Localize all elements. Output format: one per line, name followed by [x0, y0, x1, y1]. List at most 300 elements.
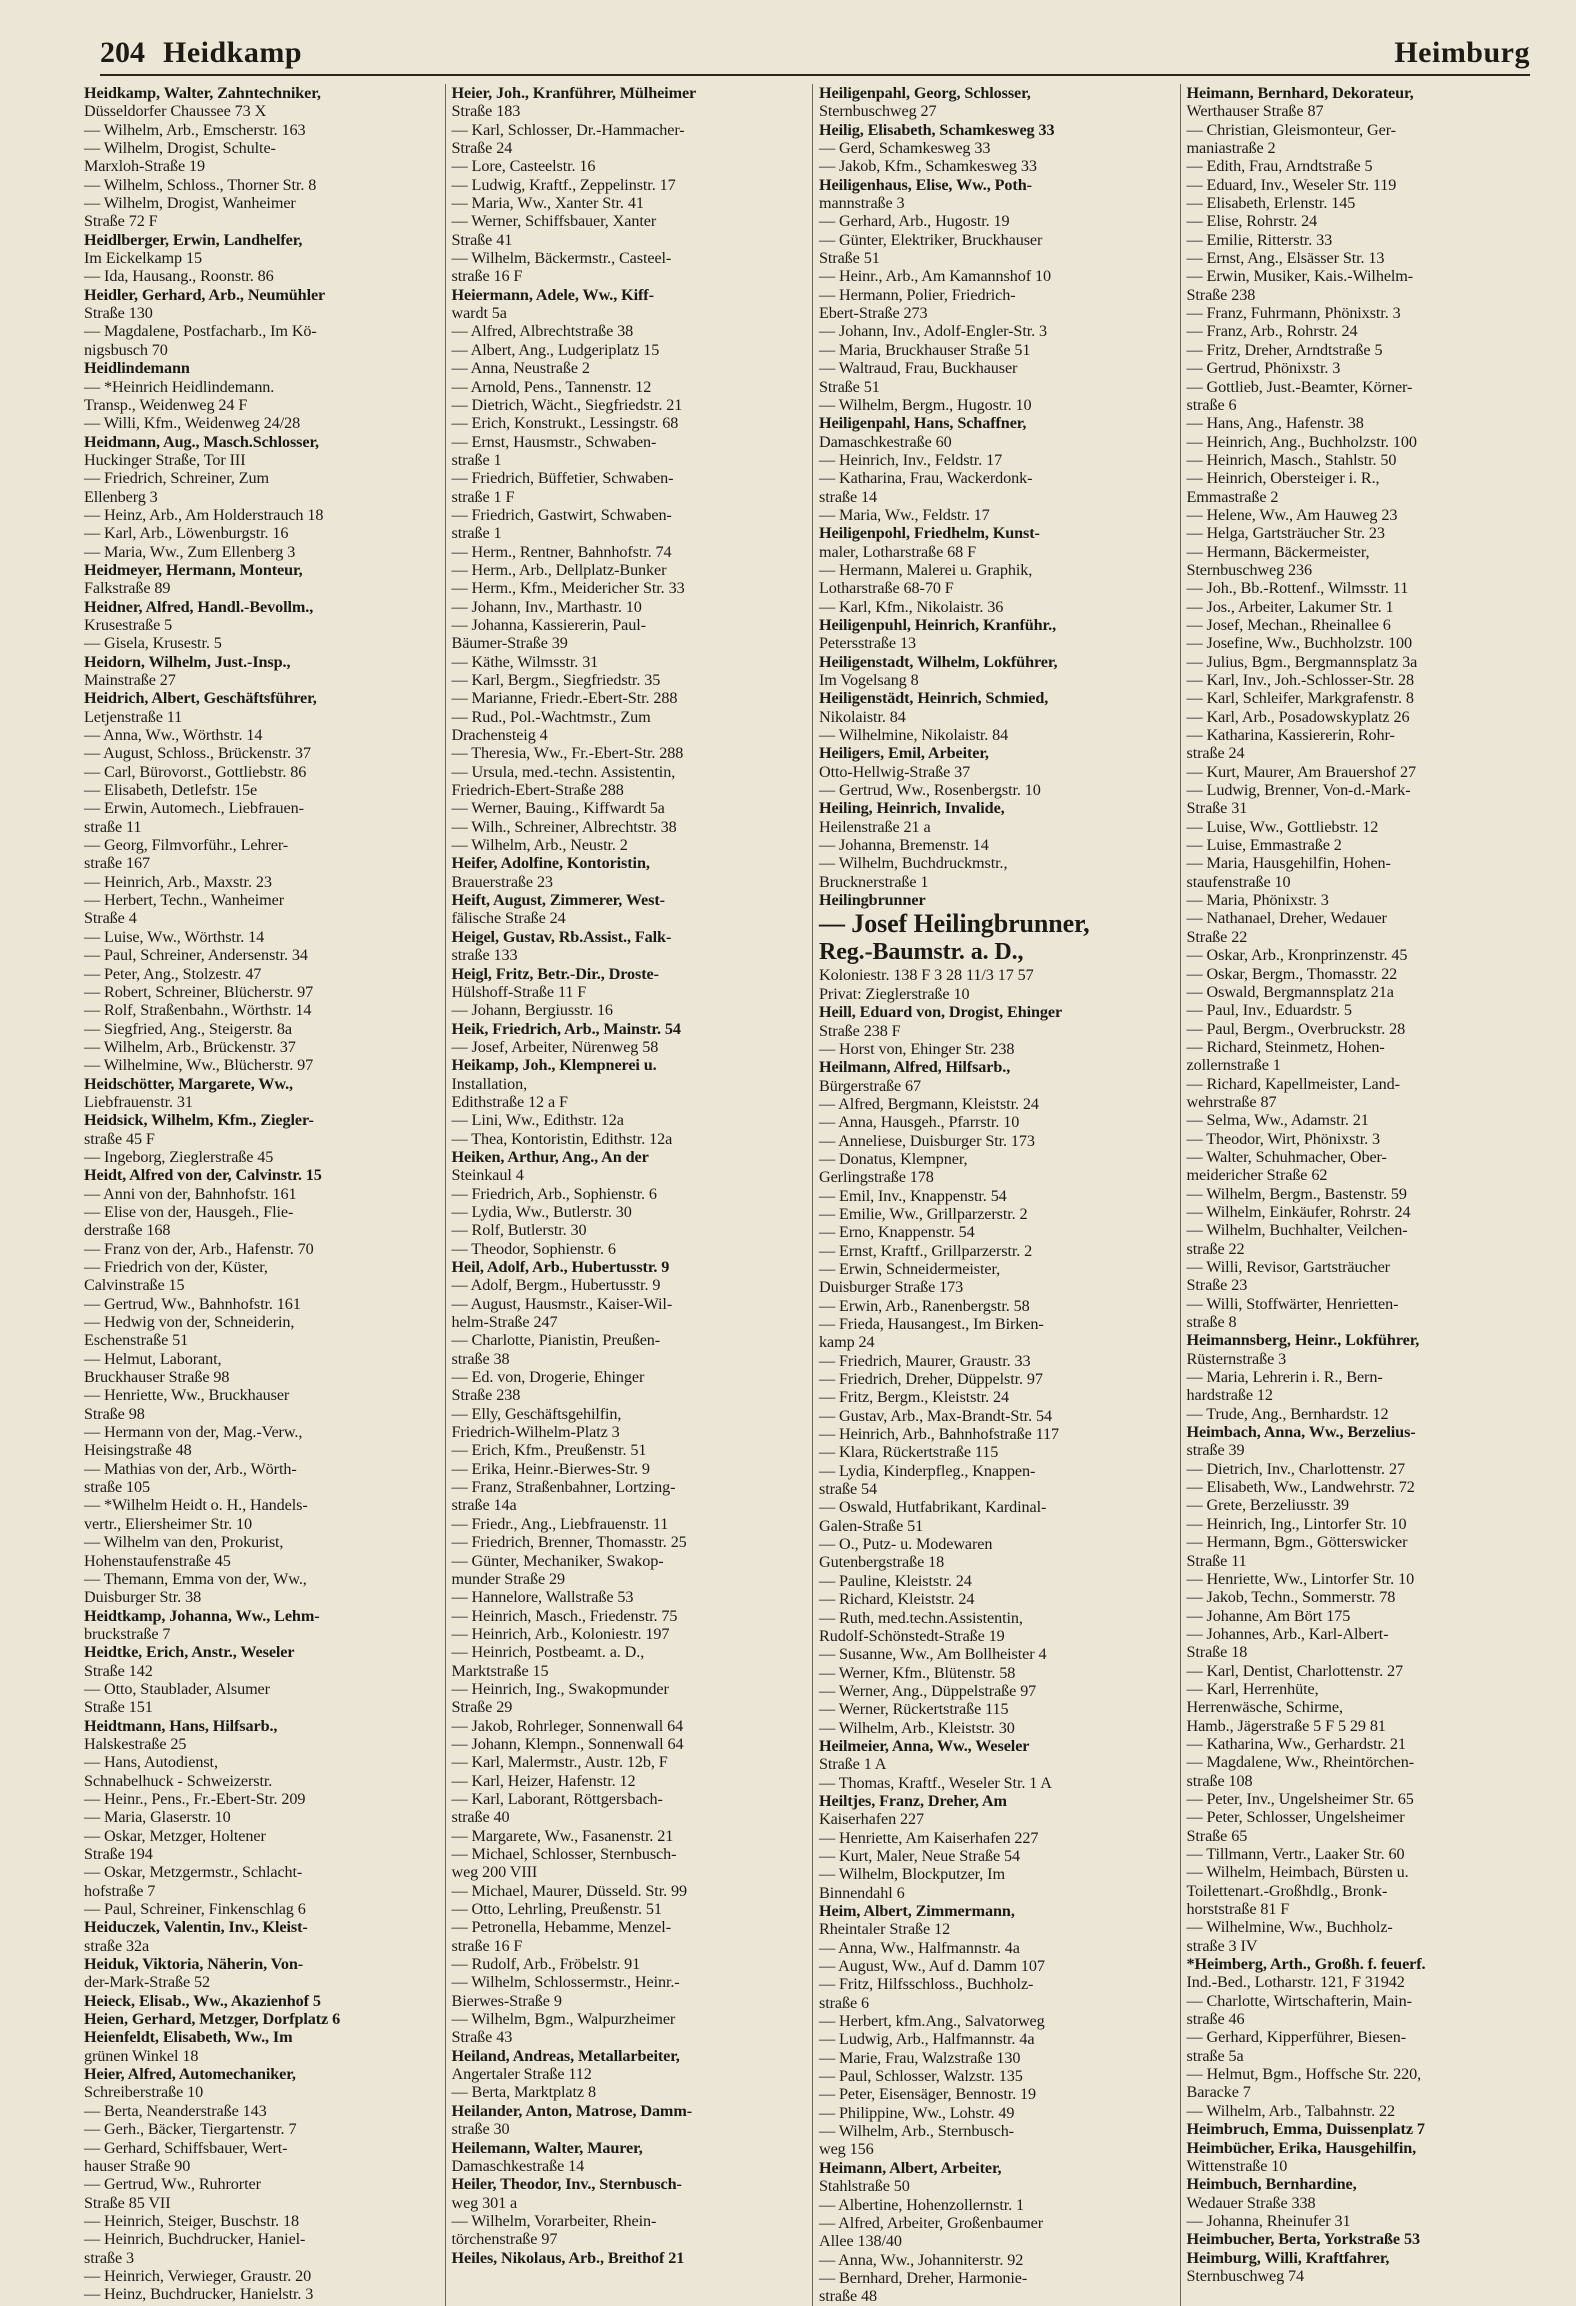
entry-line: bruckstraße 7 [84, 1624, 171, 1643]
entry-heading: Heilmeier, Anna, Ww., Weseler [819, 1736, 1030, 1755]
entry-line: Rüsternstraße 3 [1186, 1349, 1287, 1368]
entry-line: Marktstraße 15 [451, 1661, 549, 1680]
entry-line: — Karl, Schlosser, Dr.-Hammacher- [451, 120, 685, 139]
entry-heading: Heiduczek, Valentin, Inv., Kleist- [84, 1918, 308, 1937]
entry-line: Heisingstraße 48 [84, 1441, 192, 1460]
entry-line: — Ludwig, Kraftf., Zeppelinstr. 17 [451, 175, 676, 194]
entry-line: — Theodor, Sophienstr. 6 [451, 1239, 616, 1258]
entry-line: straße 38 [451, 1349, 510, 1368]
entry-line: Straße 183 [451, 102, 521, 121]
entry-line: Im Vogelsang 8 [819, 671, 919, 689]
entry-line: — Wilhelm, Buchhalter, Veilchen- [1186, 1221, 1408, 1240]
entry-line: — Petronella, Hebamme, Menzel- [451, 1918, 671, 1937]
entry-heading: Heidsick, Wilhelm, Kfm., Ziegler- [84, 1111, 314, 1130]
entry-line: — Gustav, Arb., Max-Brandt-Str. 54 [819, 1406, 1052, 1425]
entry-line: — Maria, Ww., Xanter Str. 41 [451, 194, 644, 213]
entry-line: — Wilhelm, Bergm., Bastenstr. 59 [1186, 1184, 1407, 1203]
entry-line: — Lydia, Ww., Butlerstr. 30 [451, 1202, 632, 1221]
entry-line: Straße 194 [84, 1845, 153, 1863]
entry-line: — Hermann, Malerei u. Graphik, [819, 560, 1033, 579]
entry-heading: Heiken, Arthur, Ang., An der [451, 1147, 649, 1166]
entry-line: der-Mark-Straße 52 [84, 1973, 210, 1992]
entry-line: Petersstraße 13 [819, 634, 916, 653]
entry-line: — Heinrich, Ang., Buchholzstr. 100 [1186, 432, 1417, 451]
entry-line: — Ludwig, Arb., Halfmannstr. 4a [819, 2030, 1035, 2049]
entry-line: Stahlstraße 50 [819, 2177, 910, 2196]
entry-heading: Heiligenstadt, Wilhelm, Lokführer, [819, 652, 1058, 671]
entry-line: — Erich, Konstrukt., Lessingstr. 68 [451, 414, 679, 433]
entry-line: Straße 41 [451, 230, 513, 249]
entry-line: Rheintaler Straße 12 [819, 1920, 951, 1939]
entry-line: — Karl, Arb., Posadowskyplatz 26 [1186, 707, 1410, 726]
entry-line: vertr., Eliersheimer Str. 10 [84, 1514, 253, 1533]
entry-heading: Heilingbrunner [819, 891, 926, 910]
entry-line: Calvinstraße 15 [84, 1276, 185, 1295]
entry-line: — Charlotte, Pianistin, Preußen- [451, 1331, 661, 1350]
entry-line: — Maria, Ww., Zum Ellenberg 3 [84, 542, 296, 561]
entry-line: — Dietrich, Inv., Charlottenstr. 27 [1186, 1459, 1405, 1478]
entry-line: — Heinz, Arb., Am Holderstrauch 18 [84, 505, 324, 524]
entry-line: meidericher Straße 62 [1186, 1166, 1328, 1185]
entry-line: — Albertine, Hohenzollernstr. 1 [819, 2195, 1025, 2214]
entry-line: — Gertrud, Ww., Bahnhofstr. 161 [84, 1294, 301, 1313]
entry-line: — Johanna, Bremenstr. 14 [819, 836, 989, 855]
entry-line: Halskestraße 25 [84, 1734, 187, 1753]
entry-line: — Elisabeth, Ww., Landwehrstr. 72 [1186, 1478, 1415, 1497]
entry-line: straße 3 [84, 2248, 134, 2267]
entry-line: Schreiberstraße 10 [84, 2083, 204, 2102]
entry-line: — Fritz, Bergm., Kleiststr. 24 [819, 1388, 1010, 1407]
entry-line: straße 14 [819, 487, 877, 506]
entry-line: — Siegfried, Ang., Steigerstr. 8a [84, 1019, 293, 1038]
entry-heading: Heilmann, Alfred, Hilfsarb., [819, 1058, 1011, 1077]
entry-line: — Elise von der, Hausgeh., Flie- [84, 1202, 294, 1221]
entry-line: — Helene, Ww., Am Hauweg 23 [1186, 505, 1398, 524]
entry-line: — Fritz, Hilfsschloss., Buchholz- [819, 1975, 1034, 1994]
entry-line: — Margarete, Ww., Fasanenstr. 21 [451, 1826, 674, 1845]
entry-line: — Ursula, med.-techn. Assistentin, [451, 762, 676, 781]
entry-line: zollernstraße 1 [1186, 1056, 1281, 1075]
entry-line: Straße 43 [451, 2028, 513, 2047]
entry-heading: Heiligenpuhl, Heinrich, Kranführ., [819, 615, 1057, 634]
entry-line: — Oskar, Metzger, Holtener [84, 1826, 266, 1845]
entry-line: Letjenstraße 11 [84, 707, 183, 726]
entry-line: — Willi, Revisor, Gartsträucher [1186, 1258, 1390, 1276]
entry-line: — Heinrich, Inv., Feldstr. 17 [819, 450, 1003, 469]
entry-line: straße 24 [1186, 744, 1245, 763]
entry-line: — Magdalene, Postfacharb., Im Kö- [84, 322, 317, 341]
header-left [100, 36, 302, 70]
entry-line: — Maria, Ww., Feldstr. 17 [819, 505, 990, 524]
entry-line: — Waltraud, Frau, Buckhauser [819, 359, 1018, 378]
entry-line: — Gerd, Schamkesweg 33 [819, 139, 991, 158]
entry-line: — Heinr., Pens., Fr.-Ebert-Str. 209 [84, 1789, 306, 1808]
entry-line: Brauerstraße 23 [451, 872, 553, 891]
entry-line: Wedauer Straße 338 [1186, 2193, 1316, 2212]
entry-line: — Anna, Ww., Johanniterstr. 92 [819, 2250, 1024, 2269]
entry-line: — Johannes, Arb., Karl-Albert- [1186, 1624, 1389, 1643]
entry-line: — Wilhelm, Arb., Kleiststr. 30 [819, 1718, 1015, 1737]
entry-line: — Gertrud, Ww., Rosenbergstr. 10 [819, 781, 1041, 800]
entry-line: — Herm., Kfm., Meidericher Str. 33 [451, 579, 685, 598]
entry-line: — Alfred, Arbeiter, Großenbaumer [819, 2213, 1044, 2232]
entry-line: derstraße 168 [84, 1221, 171, 1240]
entry-line: — Marie, Frau, Walzstraße 130 [819, 2048, 1021, 2067]
entry-line: Kaiserhafen 227 [819, 1810, 925, 1829]
entry-heading: Heimannsberg, Heinr., Lokführer, [1186, 1331, 1420, 1350]
entry-heading: Heieck, Elisab., Ww., Akazienhof 5 [84, 1991, 321, 2010]
entry-line: straße 16 F [451, 267, 523, 286]
entry-line: — Heinr., Arb., Am Kamannshof 10 [819, 267, 1051, 286]
entry-line: weg 200 VIII [451, 1863, 538, 1882]
entry-line: — Horst von, Ehinger Str. 238 [819, 1039, 1015, 1058]
entry-line: — Carl, Bürovorst., Gottliebstr. 86 [84, 762, 307, 781]
entry-line: Reg.-Baumstr. a. D., [819, 939, 1024, 966]
entry-line: — Karl, Dentist, Charlottenstr. 27 [1186, 1661, 1403, 1680]
entry-heading: Heilemann, Walter, Maurer, [451, 2138, 643, 2157]
page-header [100, 30, 1530, 76]
entry-line: fälische Straße 24 [451, 909, 566, 928]
entry-line: — Rud., Pol.-Wachtmstr., Zum [451, 707, 651, 726]
entry-heading: Heien, Gerhard, Metzger, Dorfplatz 6 [84, 2010, 341, 2029]
entry-line: — Heinrich, Arb., Bahnhofstraße 117 [819, 1425, 1060, 1444]
entry-line: — Dietrich, Wächt., Siegfriedstr. 21 [451, 395, 683, 414]
entry-line: — Wilhelmine, Ww., Buchholz- [1186, 1918, 1393, 1937]
entry-line: — Rudolf, Arb., Fröbelstr. 91 [451, 1955, 641, 1974]
entry-line: Schnabelhuck - Schweizerstr. [84, 1771, 273, 1790]
entry-line: — Ingeborg, Zieglerstraße 45 [84, 1147, 274, 1166]
entry-heading: Heiles, Nikolaus, Arb., Breithof 21 [451, 2248, 685, 2267]
entry-line: Edithstraße 12 a F [451, 1092, 568, 1111]
entry-heading: Heienfeldt, Elisabeth, Ww., Im [84, 2028, 293, 2047]
entry-line: — Peter, Ang., Stolzestr. 47 [84, 964, 262, 983]
entry-line: straße 22 [1186, 1239, 1245, 1258]
entry-line: — Lore, Casteelstr. 16 [451, 157, 596, 176]
column-2 [446, 84, 814, 2306]
entry-line: straße 40 [451, 1808, 510, 1827]
entry-line: — Erich, Kfm., Preußenstr. 51 [451, 1441, 647, 1460]
entry-line: Straße 51 [819, 249, 880, 268]
entry-line: straße 6 [1186, 395, 1237, 414]
entry-line: — Heinrich, Masch., Friedenstr. 75 [451, 1606, 678, 1625]
entry-heading: Heimbucher, Berta, Yorkstraße 53 [1186, 2230, 1420, 2249]
entry-line: Bierwes-Straße 9 [451, 1991, 562, 2010]
entry-line: — Willi, Stoffwärter, Henrietten- [1186, 1294, 1399, 1313]
entry-line: — Alfred, Albrechtstraße 38 [451, 322, 634, 341]
entry-line: straße 167 [84, 854, 150, 873]
entry-line: weg 156 [819, 2140, 874, 2159]
entry-line: Friedrich-Ebert-Straße 288 [451, 781, 624, 800]
entry-line: weg 301 a [451, 2193, 518, 2212]
entry-line: Werthauser Straße 87 [1186, 102, 1324, 121]
entry-line: straße 39 [1186, 1441, 1245, 1460]
entry-line: — Käthe, Wilmsstr. 31 [451, 652, 599, 671]
entry-line: munder Straße 29 [451, 1569, 565, 1588]
entry-line: — Johann, Inv., Marthastr. 10 [451, 597, 642, 616]
entry-heading: Heim, Albert, Zimmermann, [819, 1902, 1015, 1920]
entry-line: — Luise, Ww., Gottliebstr. 12 [1186, 817, 1379, 836]
entry-line: — Magdalene, Ww., Rheintörchen- [1186, 1753, 1414, 1772]
entry-line: Galen-Straße 51 [819, 1516, 924, 1535]
entry-line: — Gottlieb, Just.-Beamter, Körner- [1186, 377, 1413, 396]
entry-line: — Karl, Kfm., Nikolaistr. 36 [819, 597, 1004, 616]
entry-heading: Heil, Adolf, Arb., Hubertusstr. 9 [451, 1258, 670, 1276]
entry-line: Angertaler Straße 112 [451, 2065, 592, 2084]
entry-line: — Friedrich, Schreiner, Zum [84, 469, 270, 488]
entry-line: — Karl, Schleifer, Markgrafenstr. 8 [1186, 689, 1414, 708]
entry-line: staufenstraße 10 [1186, 872, 1291, 891]
entry-line: — Wilhelm, Bäckermstr., Casteel- [451, 249, 672, 268]
entry-line: — Maria, Bruckhauser Straße 51 [819, 340, 1031, 359]
entry-line: — Oskar, Metzgermstr., Schlacht- [84, 1863, 303, 1882]
entry-line: — Arnold, Pens., Tannenstr. 12 [451, 377, 652, 396]
entry-line: — Heinrich, Verwieger, Graustr. 20 [84, 2266, 312, 2285]
entry-heading: Heilander, Anton, Matrose, Damm- [451, 2101, 692, 2120]
entry-line: — Nathanael, Dreher, Wedauer [1186, 909, 1387, 928]
entry-line: — Johann, Klempn., Sonnenwall 64 [451, 1734, 684, 1753]
entry-line: — Karl, Laborant, Röttgersbach- [451, 1789, 663, 1808]
entry-line: straße 1 [451, 524, 502, 543]
entry-line: — Kurt, Maler, Neue Straße 54 [819, 1846, 1020, 1865]
entry-heading: Heidkamp, Walter, Zahntechniker, [84, 84, 321, 102]
entry-line: — Bernhard, Dreher, Harmonie- [819, 2268, 1028, 2287]
entry-line: — Heinrich, Ing., Swakopmunder [451, 1679, 669, 1698]
entry-line: — Emil, Inv., Knappenstr. 54 [819, 1186, 1007, 1205]
entry-line: — Tillmann, Vertr., Laaker Str. 60 [1186, 1845, 1405, 1863]
entry-line: — Werner, Ang., Düppelstraße 97 [819, 1681, 1037, 1700]
entry-line: straße 11 [84, 817, 142, 836]
entry-line: — Josef, Arbeiter, Nürenweg 58 [451, 1037, 659, 1056]
entry-line: Gerlingstraße 178 [819, 1168, 934, 1187]
entry-line: — Elisabeth, Detlefstr. 15e [84, 781, 258, 800]
entry-line: — Franz von der, Arb., Hafenstr. 70 [84, 1239, 314, 1258]
entry-line: — Wilhelm van den, Prokurist, [84, 1533, 284, 1552]
entry-heading: Heimann, Albert, Arbeiter, [819, 2158, 1002, 2177]
entry-line: — Oswald, Hutfabrikant, Kardinal- [819, 1498, 1047, 1517]
entry-line: — Anna, Ww., Wörthstr. 14 [84, 726, 263, 745]
entry-line: — Wilhelm, Arb., Brückenstr. 37 [84, 1037, 296, 1056]
entry-line: Ellenberg 3 [84, 487, 158, 506]
entry-heading: Heigl, Fritz, Betr.-Dir., Droste- [451, 964, 659, 983]
entry-line: — Heinrich, Arb., Maxstr. 23 [84, 872, 272, 891]
entry-line: — Oswald, Bergmannsplatz 21a [1186, 982, 1394, 1001]
entry-line: — Henriette, Ww., Lintorfer Str. 10 [1186, 1569, 1415, 1588]
entry-line: — Günter, Elektriker, Bruckhauser [819, 230, 1043, 249]
entry-line: — Hans, Autodienst, [84, 1753, 218, 1772]
entry-heading: Heimbach, Anna, Ww., Berzelius- [1186, 1423, 1416, 1442]
entry-heading: Heidtke, Erich, Anstr., Weseler [84, 1643, 295, 1662]
entry-line: Straße 11 [1186, 1551, 1247, 1570]
entry-line: — Wilhelm, Heimbach, Bürsten u. [1186, 1863, 1409, 1882]
entry-line: — Gerhard, Schiffsbauer, Wert- [84, 2138, 288, 2157]
entry-line: Ind.-Bed., Lotharstr. 121, F 31942 [1186, 1973, 1405, 1992]
entry-line: Sternbuschweg 236 [1186, 560, 1313, 579]
entry-line: — Marianne, Friedr.-Ebert-Str. 288 [451, 689, 678, 708]
entry-line: — Katharina, Kassiererin, Rohr- [1186, 726, 1395, 745]
entry-line: — Friedrich, Büffetier, Schwaben- [451, 469, 674, 488]
entry-line: — Herm., Arb., Dellplatz-Bunker [451, 560, 667, 579]
entry-line: helm-Straße 247 [451, 1313, 558, 1332]
entry-line: — Hans, Ang., Hafenstr. 38 [1186, 414, 1364, 433]
entry-line: — Ernst, Hausmstr., Schwaben- [451, 432, 657, 451]
entry-line: — O., Putz- u. Modewaren [819, 1535, 993, 1554]
entry-heading: Heidlberger, Erwin, Landhelfer, [84, 230, 303, 249]
entry-line: — Willi, Kfm., Weidenweg 24/28 [84, 414, 301, 433]
entry-line: — Susanne, Ww., Am Bollheister 4 [819, 1645, 1047, 1664]
entry-line: Friedrich-Wilhelm-Platz 3 [451, 1423, 620, 1442]
entry-heading: Heiligenpohl, Friedhelm, Kunst- [819, 524, 1040, 543]
entry-line: — Werner, Schiffsbauer, Xanter [451, 212, 657, 231]
entry-line: — Ruth, med.techn.Assistentin, [819, 1608, 1023, 1627]
entry-line: Wittenstraße 10 [1186, 2156, 1288, 2175]
entry-line: Straße 85 VII [84, 2193, 171, 2212]
entry-line: — Erno, Knappenstr. 54 [819, 1223, 975, 1242]
entry-line: Damaschkestraße 60 [819, 432, 952, 451]
entry-line: Straße 22 [1186, 927, 1248, 946]
entry-line: — Karl, Heizer, Hafenstr. 12 [451, 1771, 636, 1790]
entry-line: — Johann, Bergiusstr. 16 [451, 1001, 613, 1020]
entry-line: straße 30 [451, 2120, 510, 2139]
entry-line: — Theresia, Ww., Fr.-Ebert-Str. 288 [451, 744, 684, 763]
entry-heading: Heidrich, Albert, Geschäftsführer, [84, 689, 317, 708]
entry-line: straße 1 F [451, 487, 515, 506]
entry-line: — Jakob, Rohrleger, Sonnenwall 64 [451, 1716, 684, 1735]
entry-line: Eschenstraße 51 [84, 1331, 189, 1350]
entry-line: — Walter, Schuhmacher, Ober- [1186, 1147, 1387, 1166]
entry-line: — Elise, Rohrstr. 24 [1186, 212, 1318, 231]
entry-line: Liebfrauenstr. 31 [84, 1092, 193, 1111]
entry-line: — Wilhelm, Schlossermstr., Heinr.- [451, 1973, 680, 1992]
entry-line: — Wilhelm, Arb., Neustr. 2 [451, 836, 628, 855]
entry-line: — Werner, Rückertstraße 115 [819, 1700, 1009, 1719]
entry-line: Ebert-Straße 273 [819, 304, 928, 323]
entry-line: — Maria, Phönixstr. 3 [1186, 891, 1329, 910]
entry-line: Straße 130 [84, 304, 153, 323]
entry-line: Steinkaul 4 [451, 1166, 524, 1185]
entry-line: — Berta, Neanderstraße 143 [84, 2101, 267, 2120]
entry-line: — Themann, Emma von der, Ww., [84, 1569, 307, 1588]
entry-line: — Pauline, Kleiststr. 24 [819, 1571, 972, 1590]
entry-line: — Hermann von der, Mag.-Verw., [84, 1423, 303, 1442]
entry-line: Straße 18 [1186, 1643, 1248, 1662]
entry-line: — Ludwig, Brenner, Von-d.-Mark- [1186, 781, 1411, 800]
entry-line: — Karl, Bergm., Siegfriedstr. 35 [451, 671, 661, 689]
entry-line: — Gerhard, Arb., Hugostr. 19 [819, 212, 1010, 231]
entry-line: straße 14a [451, 1496, 517, 1515]
columns [78, 84, 1548, 2306]
entry-line: — Edith, Frau, Arndtstraße 5 [1186, 157, 1373, 176]
entry-line: — Heinrich, Arb., Koloniestr. 197 [451, 1624, 670, 1643]
entry-line: — Wilh., Schreiner, Albrechtstr. 38 [451, 817, 677, 836]
entry-line: — Ida, Hausang., Roonstr. 86 [84, 267, 274, 286]
entry-line: — Josef, Mechan., Rheinallee 6 [1186, 615, 1391, 634]
entry-line: — Erwin, Automech., Liebfrauen- [84, 799, 304, 818]
entry-line: hofstraße 7 [84, 1881, 156, 1900]
entry-heading: Heiling, Heinrich, Invalide, [819, 799, 1005, 818]
entry-line: — Lini, Ww., Edithstr. 12a [451, 1111, 624, 1130]
entry-line: Düsseldorfer Chaussee 73 X [84, 102, 267, 121]
entry-line: — Anna, Hausgeh., Pfarrstr. 10 [819, 1113, 1020, 1132]
entry-line: — Katharina, Ww., Gerhardstr. 21 [1186, 1734, 1406, 1753]
entry-line: maler, Lotharstraße 68 F [819, 542, 976, 561]
entry-line: Brucknerstraße 1 [819, 872, 929, 891]
entry-line: straße 5a [1186, 2046, 1244, 2065]
entry-heading: Heill, Eduard von, Drogist, Ehinger [819, 1003, 1063, 1022]
entry-line: — Wilhelm, Blockputzer, Im [819, 1865, 1005, 1884]
entry-line: Sternbuschweg 74 [1186, 2266, 1305, 2285]
entry-line: — Wilhelm, Bgm., Walpurzheimer [451, 2010, 676, 2029]
entry-heading: Heilig, Elisabeth, Schamkesweg 33 [819, 120, 1055, 139]
entry-line: — Friedrich von der, Küster, [84, 1258, 268, 1276]
entry-line: — Fritz, Dreher, Arndtstraße 5 [1186, 340, 1383, 359]
entry-line: — Karl, Malermstr., Austr. 12b, F [451, 1753, 668, 1772]
entry-line: straße 46 [1186, 2010, 1245, 2029]
entry-line: Transp., Weidenweg 24 F [84, 395, 248, 414]
column-4 [1181, 84, 1549, 2306]
entry-line: — Paul, Schreiner, Andersenstr. 34 [84, 946, 308, 965]
entry-line: — Julius, Bgm., Bergmannsplatz 3a [1186, 652, 1418, 671]
entry-line: — Eduard, Inv., Weseler Str. 119 [1186, 175, 1397, 194]
entry-line: — Wilhelmine, Nikolaistr. 84 [819, 726, 1009, 745]
entry-line: — Mathias von der, Arb., Wörth- [84, 1459, 297, 1478]
entry-line: — Robert, Schreiner, Blücherstr. 97 [84, 982, 314, 1001]
entry-line: Damaschkestraße 14 [451, 2156, 585, 2175]
entry-line: wardt 5a [451, 304, 507, 323]
entry-line: Koloniestr. 138 F 3 28 11/3 17 57 [819, 966, 1034, 985]
entry-line: — Anna, Ww., Halfmannstr. 4a [819, 1938, 1020, 1957]
entry-line: Drachensteig 4 [451, 726, 548, 745]
entry-line: Straße 23 [1186, 1276, 1248, 1295]
entry-line: — Helga, Gartsträucher Str. 23 [1186, 524, 1385, 543]
entry-line: — Maria, Hausgehilfin, Hohen- [1186, 854, 1391, 873]
entry-line: — Luise, Ww., Wörthstr. 14 [84, 927, 265, 946]
entry-heading: Heigel, Gustav, Rb.Assist., Falk- [451, 927, 672, 946]
entry-line: — Ernst, Kraftf., Grillparzerstr. 2 [819, 1241, 1033, 1260]
entry-line: Bruckhauser Straße 98 [84, 1368, 230, 1387]
entry-line: — Rolf, Straßenbahn., Wörthstr. 14 [84, 1001, 312, 1020]
entry-heading: Heidner, Alfred, Handl.-Bevollm., [84, 597, 314, 616]
entry-line: — Grete, Berzeliusstr. 39 [1186, 1496, 1349, 1515]
entry-line: — Paul, Schlosser, Walzstr. 135 [819, 2067, 1023, 2086]
entry-line: — August, Ww., Auf d. Damm 107 [819, 1957, 1045, 1976]
entry-line: — Hedwig von der, Schneiderin, [84, 1313, 295, 1332]
entry-line: Bürgerstraße 67 [819, 1076, 922, 1095]
entry-line: — Selma, Ww., Adamstr. 21 [1186, 1111, 1369, 1130]
entry-line: — Paul, Inv., Eduardstr. 5 [1186, 1001, 1352, 1020]
entry-line: — Michael, Schlosser, Sternbusch- [451, 1845, 677, 1863]
entry-line: — Ed. von, Drogerie, Ehinger [451, 1368, 645, 1387]
entry-line: Rudolf-Schönstedt-Straße 19 [819, 1626, 1005, 1645]
entry-line: Gutenbergstraße 18 [819, 1553, 945, 1572]
entry-line: — Paul, Schreiner, Finkenschlag 6 [84, 1900, 306, 1919]
entry-line: — Gerhard, Kipperführer, Biesen- [1186, 2028, 1407, 2047]
entry-line: Straße 51 [819, 377, 880, 396]
entry-heading: Heidtkamp, Johanna, Ww., Lehm- [84, 1606, 320, 1625]
entry-line: — Erika, Heinr.-Bierwes-Str. 9 [451, 1459, 650, 1478]
entry-line: — Erwin, Musiker, Kais.-Wilhelm- [1186, 267, 1414, 286]
column-1 [78, 84, 446, 2306]
entry-line: — Wilhelm, Bergm., Hugostr. 10 [819, 395, 1032, 414]
entry-line: — Christian, Gleismonteur, Ger- [1186, 120, 1396, 139]
entry-line: — Jos., Arbeiter, Lakumer Str. 1 [1186, 597, 1394, 616]
entry-line: straße 45 F [84, 1129, 155, 1148]
entry-line: Heilenstraße 21 a [819, 817, 931, 836]
left-keyword: Heidkamp [163, 36, 303, 69]
entry-line: nigsbusch 70 [84, 340, 168, 359]
entry-line: — Michael, Maurer, Düsseld. Str. 99 [451, 1881, 687, 1900]
entry-line: — Heinz, Buchdrucker, Hanielstr. 3 [84, 2285, 314, 2304]
entry-line: — Richard, Kapellmeister, Land- [1186, 1074, 1400, 1093]
